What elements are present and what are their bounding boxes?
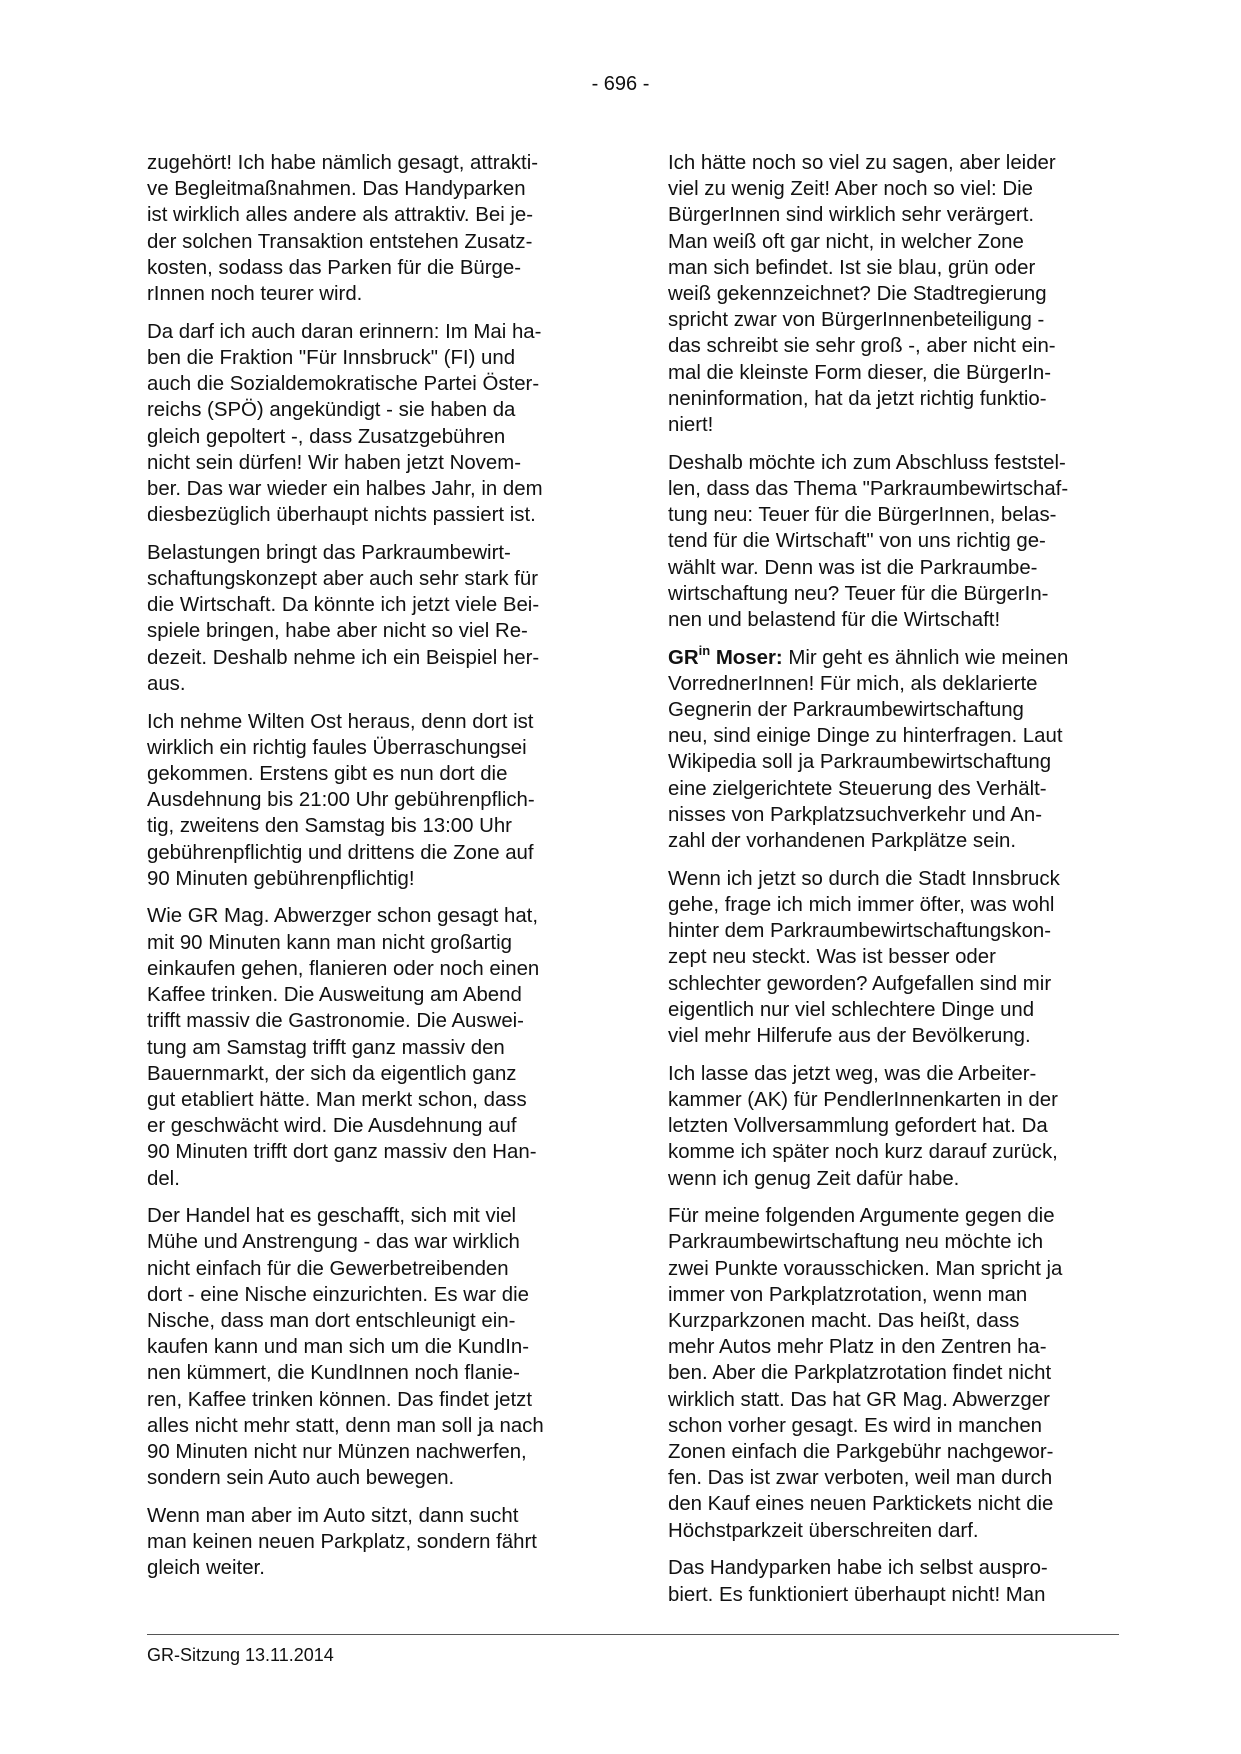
paragraph [147, 1203, 599, 1491]
speaker-label [668, 642, 783, 669]
text-line: gleich weiter. [147, 1557, 265, 1580]
text-line: Kaffee trinken. Die Ausweitung am Abend [147, 984, 522, 1007]
text-line: tig, zweitens den Samstag bis 13:00 Uhr [147, 815, 512, 838]
text-line: auch die Sozialdemokratische Partei Öster- [147, 373, 540, 396]
text-line: ve Begleitmaßnahmen. Das Handyparken [147, 178, 526, 201]
text-line: ben die Fraktion "Für Innsbruck" (FI) und [147, 346, 516, 369]
footer-text: GR-Sitzung 13.11.2014 [147, 1645, 334, 1665]
text-line: sondern sein Auto auch bewegen. [147, 1467, 455, 1490]
text-line: Wenn man aber im Auto sitzt, dann sucht [147, 1504, 519, 1527]
text-line: eine zielgerichtete Steuerung des Verhält- [668, 777, 1047, 800]
text-line: ben. Aber die Parkplatzrotation findet nicht [668, 1362, 1052, 1385]
text-line: die Wirtschaft. Da könnte ich jetzt viele Bei- [147, 594, 540, 617]
text-line: rInnen noch teurer wird. [147, 283, 363, 306]
speaker-first-line [668, 642, 1120, 671]
text-line: kammer (AK) für PendlerInnenkarten in der [668, 1088, 1058, 1111]
text-line: aus. [147, 672, 186, 695]
text-line: wirtschaftung neu? Teuer für die BürgerIn- [668, 582, 1049, 605]
text-line: trifft massiv die Gastronomie. Die Auswei- [147, 1010, 524, 1033]
text-line: gleich gepoltert -, dass Zusatzgebühren [147, 425, 506, 448]
text-line: gekommen. Erstens gibt es nun dort die [147, 762, 508, 785]
text-line: zept neu steckt. Was ist besser oder [668, 946, 996, 969]
text-line: wenn ich genug Zeit dafür habe. [668, 1167, 960, 1190]
text-line: Nische, dass man dort entschleunigt ein- [147, 1310, 516, 1333]
text-line: Wie GR Mag. Abwerzger schon gesagt hat, [147, 905, 539, 928]
text-line: niert! [668, 414, 714, 437]
text-line: kaufen kann und man sich um die KundIn- [147, 1336, 529, 1359]
text-line: zahl der vorhandenen Parkplätze sein. [668, 830, 1016, 853]
text-line: gut etabliert hätte. Man merkt schon, dass [147, 1088, 527, 1111]
text-line: Kurzparkzonen macht. Das heißt, dass [668, 1310, 1020, 1333]
text-line: biert. Es funktioniert überhaupt nicht! Man [668, 1583, 1046, 1606]
text-line: Da darf ich auch daran erinnern: Im Mai ha- [147, 320, 542, 343]
text-line: dezeit. Deshalb nehme ich ein Beispiel her- [147, 646, 540, 669]
text-line: nicht sein dürfen! Wir haben jetzt Novem- [147, 451, 521, 474]
text-line: Ausdehnung bis 21:00 Uhr gebührenpflich- [147, 789, 535, 812]
text-line: spiele bringen, habe aber nicht so viel Re- [147, 620, 528, 643]
text-line: Ich lasse das jetzt weg, was die Arbeiter- [668, 1062, 1037, 1085]
text-line: komme ich später noch kurz darauf zurück, [668, 1141, 1058, 1164]
paragraph [147, 1503, 599, 1582]
speaker-prefix: GR [668, 646, 699, 669]
speaker-first-line-rest: Mir geht es ähnlich wie meinen [782, 646, 1069, 669]
text-line: gehe, frage ich mich immer öfter, was wohl [668, 893, 1055, 916]
text-line: Bauernmarkt, der sich da eigentlich ganz [147, 1062, 517, 1085]
text-line: tung neu: Teuer für die BürgerInnen, belas- [668, 504, 1057, 527]
text-line: man keinen neuen Parkplatz, sondern fährt [147, 1531, 537, 1554]
text-line: gebührenpflichtig und drittens die Zone auf [147, 841, 534, 864]
text-line: schaftungskonzept aber auch sehr stark für [147, 568, 539, 591]
paragraph [668, 150, 1120, 438]
text-line: tung am Samstag trifft ganz massiv den [147, 1036, 505, 1059]
text-line: Zonen einfach die Parkgebühr nachgewor- [668, 1441, 1054, 1464]
text-line: nen kümmert, die KundInnen noch flanie- [147, 1362, 520, 1385]
text-line: Parkraumbewirtschaftung neu möchte ich [668, 1231, 1044, 1254]
paragraph [147, 540, 599, 697]
left-column [147, 150, 599, 1593]
text-line: Gegnerin der Parkraumbewirtschaftung [668, 699, 1024, 722]
text-line: wirklich ein richtig faules Überraschungsei [147, 736, 527, 759]
text-line: wählt war. Denn was ist die Parkraumbe- [668, 556, 1038, 579]
text-line: zwei Punkte vorausschicken. Man spricht ja [668, 1257, 1063, 1280]
text-line: schlechter geworden? Aufgefallen sind mir [668, 972, 1052, 995]
text-line: diesbezüglich überhaupt nichts passiert ist. [147, 504, 536, 527]
text-line: Mühe und Anstrengung - das war wirklich [147, 1231, 520, 1254]
paragraph [147, 709, 599, 892]
paragraph [147, 150, 599, 307]
paragraph [147, 903, 599, 1191]
text-line: fen. Das ist zwar verboten, weil man durch [668, 1467, 1053, 1490]
text-line: nen und belastend für die Wirtschaft! [668, 608, 1001, 631]
text-line: Belastungen bringt das Parkraumbewirt- [147, 541, 511, 564]
page-number: - 696 - [591, 73, 650, 95]
text-line: tend für die Wirtschaft" von uns richtig ge- [668, 530, 1046, 553]
text-line: 90 Minuten nicht nur Münzen nachwerfen, [147, 1441, 527, 1464]
text-line: mit 90 Minuten kann man nicht großartig [147, 931, 512, 954]
text-line: dort - eine Nische einzurichten. Es war die [147, 1283, 529, 1306]
text-line: reichs (SPÖ) angekündigt - sie haben da [147, 399, 516, 422]
text-line: neu, sind einige Dinge zu hinterfragen. Laut [668, 725, 1063, 748]
text-line: zugehört! Ich habe nämlich gesagt, attrakti- [147, 152, 539, 174]
text-line: Höchstparkzeit überschreiten darf. [668, 1519, 979, 1542]
text-line: viel mehr Hilferufe aus der Bevölkerung. [668, 1025, 1031, 1047]
text-line: nisses von Parkplatzsuchverkehr und An- [668, 803, 1043, 826]
text-line: ren, Kaffee trinken können. Das findet jetzt [147, 1388, 533, 1411]
speaker-paragraph [668, 642, 1120, 855]
text-line: VorrednerInnen! Für mich, als deklarierte [668, 672, 1038, 695]
text-line: spricht zwar von BürgerInnenbeteiligung - [668, 309, 1045, 332]
text-line: mal die kleinste Form dieser, die BürgerIn- [668, 361, 1052, 384]
text-line: letzten Vollversammlung gefordert hat. Da [668, 1115, 1048, 1138]
text-line: ist wirklich alles andere als attraktiv. Bei je- [147, 204, 534, 227]
text-line: eigentlich nur viel schlechtere Dinge und [668, 998, 1035, 1021]
text-line: er geschwächt wird. Die Ausdehnung auf [147, 1115, 517, 1138]
text-line: Wikipedia soll ja Parkraumbewirtschaftung [668, 751, 1052, 774]
text-line: hinter dem Parkraumbewirtschaftungskon- [668, 920, 1052, 943]
text-line: Man weiß oft gar nicht, in welcher Zone [668, 230, 1024, 253]
text-line: Ich hätte noch so viel zu sagen, aber leider [668, 152, 1056, 174]
paragraph [668, 1555, 1120, 1607]
text-line: len, dass das Thema "Parkraumbewirtschaf- [668, 477, 1069, 500]
text-line: nicht einfach für die Gewerbetreibenden [147, 1257, 509, 1280]
text-line: BürgerInnen sind wirklich sehr verärgert. [668, 204, 1035, 227]
text-line: das schreibt sie sehr groß -, aber nicht ein- [668, 335, 1056, 358]
right-column [668, 150, 1120, 1619]
text-line: weiß gekennzeichnet? Die Stadtregierung [668, 283, 1047, 306]
paragraph [668, 450, 1120, 633]
paragraph [668, 1061, 1120, 1192]
text-line: ber. Das war wieder ein halbes Jahr, in dem [147, 477, 543, 500]
text-line: del. [147, 1167, 180, 1190]
text-line: Deshalb möchte ich zum Abschluss feststel- [668, 451, 1066, 474]
speaker-name: Moser: [710, 646, 783, 669]
text-line: der solchen Transaktion entstehen Zusatz- [147, 230, 533, 253]
text-line: kosten, sodass das Parken für die Bürge- [147, 256, 522, 279]
text-line: alles nicht mehr statt, denn man soll ja nach [147, 1414, 544, 1437]
text-line: einkaufen gehen, flanieren oder noch einen [147, 957, 540, 980]
text-line: 90 Minuten gebührenpflichtig! [147, 867, 415, 890]
text-line: Für meine folgenden Argumente gegen die [668, 1205, 1055, 1228]
text-line: schon vorher gesagt. Es wird in manchen [668, 1414, 1043, 1437]
paragraph [147, 319, 599, 529]
text-line: Ich nehme Wilten Ost heraus, denn dort ist [147, 710, 534, 733]
text-line: Das Handyparken habe ich selbst auspro- [668, 1557, 1048, 1580]
text-line: mehr Autos mehr Platz in den Zentren ha- [668, 1336, 1047, 1359]
text-line: wirklich statt. Das hat GR Mag. Abwerzger [668, 1388, 1050, 1411]
paragraph [668, 866, 1120, 1049]
text-line: man sich befindet. Ist sie blau, grün oder [668, 256, 1036, 279]
paragraph [668, 1203, 1120, 1544]
text-line: 90 Minuten trifft dort ganz massiv den Han- [147, 1141, 537, 1164]
text-line: neninformation, hat da jetzt richtig funktio- [668, 387, 1047, 410]
text-line: den Kauf eines neuen Parktickets nicht die [668, 1493, 1054, 1516]
text-line: Der Handel hat es geschafft, sich mit viel [147, 1205, 517, 1228]
text-line: viel zu wenig Zeit! Aber noch so viel: Die [668, 178, 1033, 201]
footer-divider [147, 1634, 1119, 1635]
text-line: Wenn ich jetzt so durch die Stadt Innsbruck [668, 867, 1060, 890]
speaker-superscript: in [698, 642, 711, 658]
text-line: immer von Parkplatzrotation, wenn man [668, 1283, 1028, 1306]
